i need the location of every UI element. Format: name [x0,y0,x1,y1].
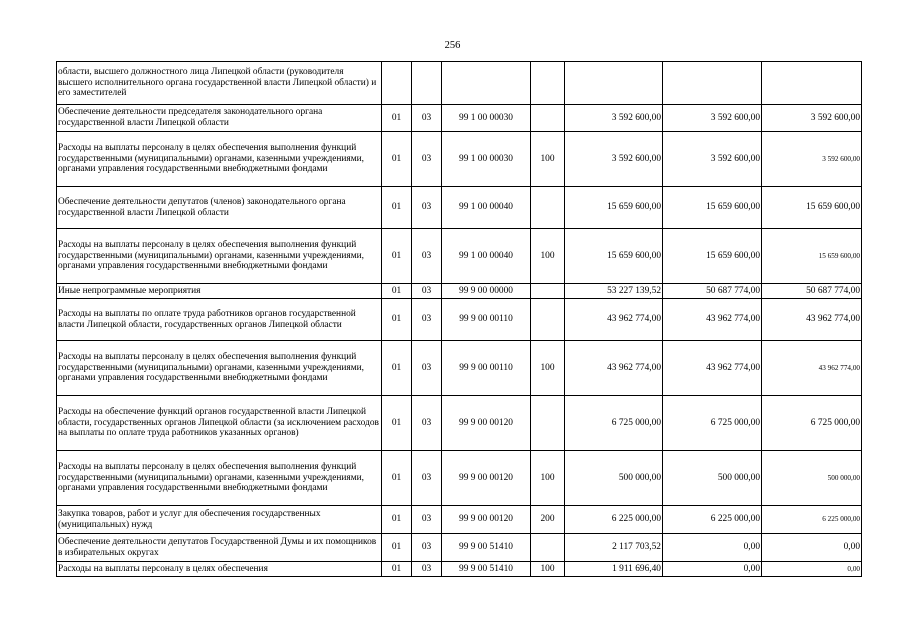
row-sum-3 [762,62,862,105]
row-sum-3: 0,00 [762,534,862,562]
row-sum-2 [663,62,762,105]
table-row [57,451,862,506]
table-row [57,229,862,284]
table-row [57,299,862,341]
row-target-code: 99 9 00 00110 [442,341,531,396]
row-section: 01 [382,132,412,187]
row-sum-2: 15 659 600,00 [663,187,762,229]
table-row [57,132,862,187]
row-sum-3: 15 659 600,00 [762,229,862,284]
row-target-code [442,62,531,105]
row-target-code: 99 9 00 00000 [442,284,531,299]
row-sum-1: 2 117 703,52 [565,534,663,562]
row-sum-3: 50 687 774,00 [762,284,862,299]
row-target-code: 99 9 00 00120 [442,506,531,534]
row-name: Расходы на выплаты персоналу в целях обеспечения выполнения функций государственными (муниципальными) органами, казенными учреждениями, органами управления государственными внебюджетными фондами [57,132,382,187]
table-row [57,284,862,299]
row-sum-2: 0,00 [663,562,762,577]
row-target-code: 99 9 00 51410 [442,534,531,562]
row-subsection: 03 [412,506,442,534]
table-row [57,534,862,562]
row-sum-2: 6 725 000,00 [663,396,762,451]
row-subsection: 03 [412,132,442,187]
row-name: Расходы на выплаты персоналу в целях обеспечения [57,562,382,577]
row-section: 01 [382,396,412,451]
row-sum-2: 3 592 600,00 [663,132,762,187]
row-expense-type [531,62,565,105]
row-sum-3: 6 225 000,00 [762,506,862,534]
row-sum-3: 6 725 000,00 [762,396,862,451]
row-sum-1 [565,62,663,105]
row-section: 01 [382,284,412,299]
row-expense-type: 100 [531,562,565,577]
row-sum-2: 3 592 600,00 [663,105,762,132]
row-sum-2: 43 962 774,00 [663,341,762,396]
row-name: Обеспечение деятельности депутатов (членов) законодательного органа государственной власти Липецкой области [57,187,382,229]
row-sum-1: 15 659 600,00 [565,187,663,229]
row-target-code: 99 1 00 00040 [442,229,531,284]
row-name: Иные непрограммные мероприятия [57,284,382,299]
row-sum-3: 3 592 600,00 [762,105,862,132]
row-target-code: 99 9 00 00120 [442,451,531,506]
row-subsection: 03 [412,229,442,284]
row-sum-1: 3 592 600,00 [565,132,663,187]
row-subsection: 03 [412,105,442,132]
row-section: 01 [382,506,412,534]
table-row [57,341,862,396]
row-name: Закупка товаров, работ и услуг для обеспечения государственных (муниципальных) нужд [57,506,382,534]
row-section: 01 [382,105,412,132]
row-name: Обеспечение деятельности председателя законодательного органа государственной власти Липецкой области [57,105,382,132]
row-section: 01 [382,341,412,396]
row-section: 01 [382,451,412,506]
row-target-code: 99 9 00 00110 [442,299,531,341]
row-subsection: 03 [412,284,442,299]
row-expense-type [531,284,565,299]
row-section: 01 [382,229,412,284]
row-expense-type [531,299,565,341]
row-target-code: 99 1 00 00030 [442,105,531,132]
row-sum-2: 15 659 600,00 [663,229,762,284]
row-target-code: 99 1 00 00030 [442,132,531,187]
row-sum-3: 500 000,00 [762,451,862,506]
row-sum-1: 3 592 600,00 [565,105,663,132]
row-sum-1: 43 962 774,00 [565,341,663,396]
row-expense-type: 100 [531,229,565,284]
row-sum-1: 6 225 000,00 [565,506,663,534]
row-sum-3: 43 962 774,00 [762,341,862,396]
row-sum-2: 50 687 774,00 [663,284,762,299]
row-subsection: 03 [412,299,442,341]
page-number: 256 [444,40,461,51]
row-section: 01 [382,534,412,562]
row-name: Расходы на обеспечение функций органов государственной власти Липецкой области, государственных органов Липецкой области (за исключением расходов на выплаты по оплате труда работников указанных органов) [57,396,382,451]
row-target-code: 99 1 00 00040 [442,187,531,229]
row-name: Расходы на выплаты персоналу в целях обеспечения выполнения функций государственными (муниципальными) органами, казенными учреждениями, органами управления государственными внебюджетными фондами [57,451,382,506]
row-subsection: 03 [412,396,442,451]
row-sum-2: 0,00 [663,534,762,562]
row-sum-2: 43 962 774,00 [663,299,762,341]
row-sum-1: 500 000,00 [565,451,663,506]
row-expense-type: 100 [531,132,565,187]
row-subsection [412,62,442,105]
row-sum-3: 0,00 [762,562,862,577]
table-row [57,105,862,132]
row-target-code: 99 9 00 51410 [442,562,531,577]
row-target-code: 99 9 00 00120 [442,396,531,451]
row-sum-1: 6 725 000,00 [565,396,663,451]
row-subsection: 03 [412,187,442,229]
row-expense-type: 100 [531,451,565,506]
row-section: 01 [382,187,412,229]
row-name: Обеспечение деятельности депутатов Государственной Думы и их помощников в избирательных округах [57,534,382,562]
row-expense-type [531,534,565,562]
row-sum-2: 500 000,00 [663,451,762,506]
row-sum-1: 43 962 774,00 [565,299,663,341]
row-sum-3: 15 659 600,00 [762,187,862,229]
row-section [382,62,412,105]
table-row [57,562,862,577]
row-expense-type [531,105,565,132]
row-name: Расходы на выплаты персоналу в целях обеспечения выполнения функций государственными (муниципальными) органами, казенными учреждениями, органами управления государственными внебюджетными фондами [57,229,382,284]
row-subsection: 03 [412,451,442,506]
table-row [57,396,862,451]
row-expense-type: 200 [531,506,565,534]
budget-table [56,61,862,577]
row-sum-1: 1 911 696,40 [565,562,663,577]
row-name: Расходы на выплаты по оплате труда работников органов государственной власти Липецкой области, государственных органов Липецкой области [57,299,382,341]
table-row [57,187,862,229]
row-subsection: 03 [412,341,442,396]
row-sum-1: 53 227 139,52 [565,284,663,299]
row-expense-type [531,187,565,229]
row-sum-1: 15 659 600,00 [565,229,663,284]
row-sum-3: 3 592 600,00 [762,132,862,187]
table-row [57,62,862,105]
row-expense-type [531,396,565,451]
row-section: 01 [382,299,412,341]
row-section: 01 [382,562,412,577]
row-name: Расходы на выплаты персоналу в целях обеспечения выполнения функций государственными (муниципальными) органами, казенными учреждениями, органами управления государственными внебюджетными фондами [57,341,382,396]
row-subsection: 03 [412,562,442,577]
row-sum-3: 43 962 774,00 [762,299,862,341]
row-sum-2: 6 225 000,00 [663,506,762,534]
row-expense-type: 100 [531,341,565,396]
row-name: области, высшего должностного лица Липецкой области (руководителя высшего исполнительного органа государственной власти Липецкой области) и его заместителей [57,62,382,105]
table-row [57,506,862,534]
row-subsection: 03 [412,534,442,562]
